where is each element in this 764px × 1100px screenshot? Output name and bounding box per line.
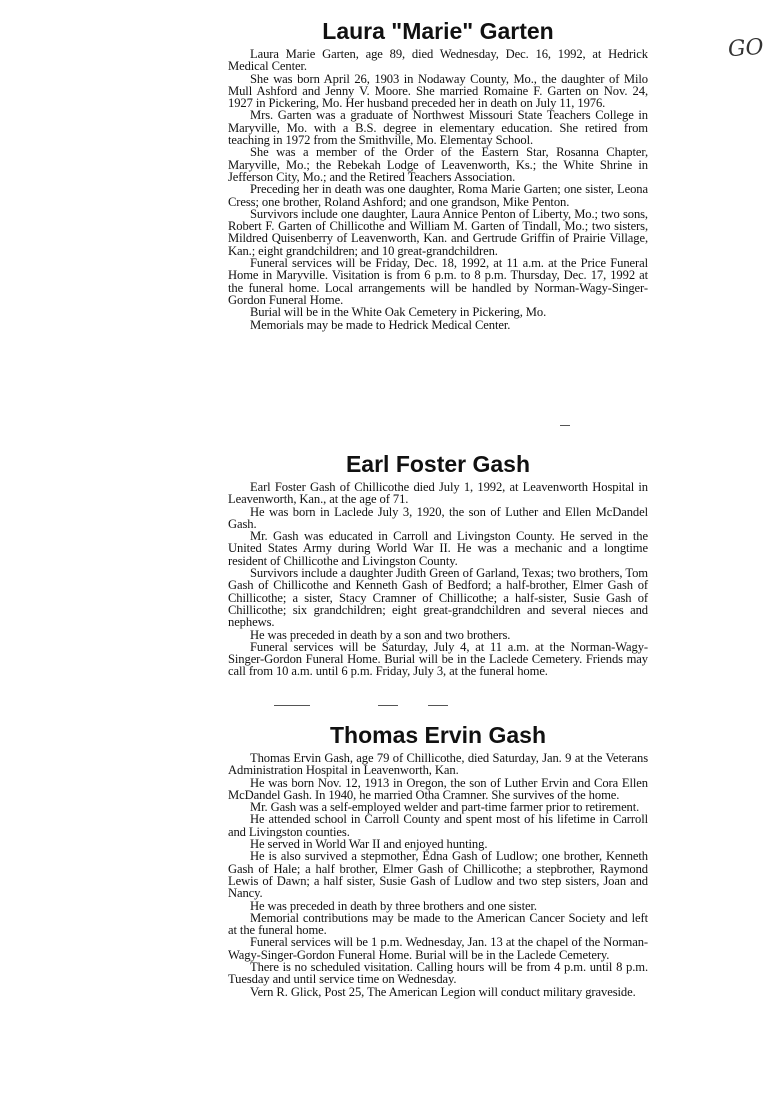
obituary-paragraph: Funeral services will be Friday, Dec. 18, 1992, at 11 a.m. at the Price Funeral Home in Maryville. Visitation is from 6 p.m. to 8 p.m. Thursday, Dec. 17, 1992 at the funeral home. Local arrangements will be handled by Norman-Wagy-Singer-Gordon Funeral Home. — [228, 256, 648, 307]
obituary-paragraph: Survivors include a daughter Judith Green of Garland, Texas; two brothers, Tom Gash of Chillicothe and Kenneth Gash of Bedford; a half-brother, Elmer Gash of Chillicothe; a sister, Stacy Cramner of Chillicothe; a half-sister, Susie Gash of Chillicothe; six grandchildren; eight great-grandchildren and several nieces and nephews. — [228, 566, 648, 630]
obituary-paragraph: He was preceded in death by a son and two brothers. — [250, 627, 511, 642]
divider — [428, 705, 448, 706]
obituary-paragraph: He is also survived a stepmother, Edna Gash of Ludlow; one brother, Kenneth Gash of Hale; a half brother, Elmer Gash of Chillicothe; a stepbrother, Raymond Lewis of Dawn; a half sister, Susie Gash of Ludlow and two step sisters, Joan and Nancy. — [228, 849, 648, 901]
obituary-paragraph: Laura Marie Garten, age 89, died Wednesday, Dec. 16, 1992, at Hedrick Medical Center. — [228, 47, 648, 74]
divider — [274, 705, 310, 706]
obituary-paragraph: Earl Foster Gash of Chillicothe died July 1, 1992, at Leavenworth Hospital in Leavenworth, Kan., at the age of 71. — [228, 480, 648, 507]
obituary-paragraph: He was born in Laclede July 3, 1920, the son of Luther and Ellen McDandel Gash. — [228, 504, 648, 531]
obituary-paragraph: Mr. Gash was a self-employed welder and part-time farmer prior to retirement. — [250, 800, 640, 815]
obituary-paragraph: There is no scheduled visitation. Calling hours will be from 4 p.m. until 8 p.m. Tuesday and until service time on Wednesday. — [228, 960, 648, 987]
divider — [560, 425, 570, 426]
obituary-paragraph: He attended school in Carroll County and spent most of his lifetime in Carroll and Livingston counties. — [228, 812, 648, 839]
obituary-earl-gash — [228, 451, 648, 678]
obituary-thomas-gash — [228, 722, 648, 998]
obituary-paragraph: Mrs. Garten was a graduate of Northwest Missouri State Teachers College in Maryville, Mo. with a B.S. degree in elementary education. She retired from teaching in 1972 from the Smithville, Mo. Elementay School. — [228, 108, 648, 148]
obituary-headline: Laura "Marie" Garten — [322, 18, 554, 44]
obituary-paragraph: Preceding her in death was one daughter, Roma Marie Garten; one sister, Leona Cress; one brother, Roland Ashford; and one grandson, Mike Penton. — [228, 182, 648, 209]
obituary-paragraph: He was preceded in death by three brothers and one sister. — [250, 898, 537, 913]
obituary-paragraph: Thomas Ervin Gash, age 79 of Chillicothe, died Saturday, Jan. 9 at the Veterans Administration Hospital in Leavenworth, Kan. — [228, 751, 648, 778]
obituary-paragraph: Funeral services will be Saturday, July 4, at 11 a.m. at the Norman-Wagy-Singer-Gordon Funeral Home. Burial will be in the Laclede Cemetery. Friends may call from 10 a.m. until 6 p.m. Friday, July 3, at the funeral home. — [228, 639, 648, 679]
obituary-paragraph: Vern R. Glick, Post 25, The American Legion will conduct military graveside. — [250, 984, 636, 999]
obituary-paragraph: Burial will be in the White Oak Cemetery in Pickering, Mo. — [250, 305, 547, 320]
obituary-paragraph: Memorials may be made to Hedrick Medical Center. — [250, 317, 511, 332]
obituary-headline: Thomas Ervin Gash — [329, 722, 546, 748]
divider — [378, 705, 398, 706]
obituary-paragraph: She was born April 26, 1903 in Nodaway County, Mo., the daughter of Milo Mull Ashford and Jenny V. Moore. She married Romaine F. Garten on Nov. 24, 1927 in Pickering, Mo. Her husband preceded her in death on July 11, 1976. — [228, 71, 648, 111]
obituary-paragraph: She was a member of the Order of the Eastern Star, Rosanna Chapter, Maryville, Mo.; the Rebekah Lodge of Leavenworth, Ks.; the White Shrine in Jefferson City, Mo.; and the Retired Teachers Association. — [228, 145, 648, 184]
obituary-paragraph: Mr. Gash was educated in Carroll and Livingston County. He served in the United States Army during World War II. He was a mechanic and a longtime resident of Chillicothe and Livingston County. — [228, 529, 648, 568]
obituary-paragraph: He served in World War II and enjoyed hunting. — [250, 837, 488, 852]
obituary-paragraph: Funeral services will be 1 p.m. Wednesday, Jan. 13 at the chapel of the Norman-Wagy-Singer-Gordon Funeral Home. Burial will be in the Laclede Cemetery. — [228, 935, 648, 962]
obituary-laura-garten — [228, 18, 648, 331]
obituary-headline: Earl Foster Gash — [345, 451, 531, 477]
obituary-paragraph: Survivors include one daughter, Laura Annice Penton of Liberty, Mo.; two sons, Robert F. Garten of Chillicothe and William M. Garten of Tindall, Mo.; two sisters, Mildred Quisenberry of Leavenworth, Kan. and Gertrude Griffin of Prairie Village, Kan.; eight grandchildren; and 10 great-grandchildren. — [228, 206, 648, 258]
handwritten-margin-note: GO — [727, 34, 764, 63]
obituary-paragraph: He was born Nov. 12, 1913 in Oregon, the son of Luther Ervin and Cora Ellen McDandel Gash. In 1940, he married Otha Cramner. She survives of the home. — [228, 775, 648, 802]
obituary-paragraph: Memorial contributions may be made to the American Cancer Society and left at the funeral home. — [228, 910, 648, 938]
